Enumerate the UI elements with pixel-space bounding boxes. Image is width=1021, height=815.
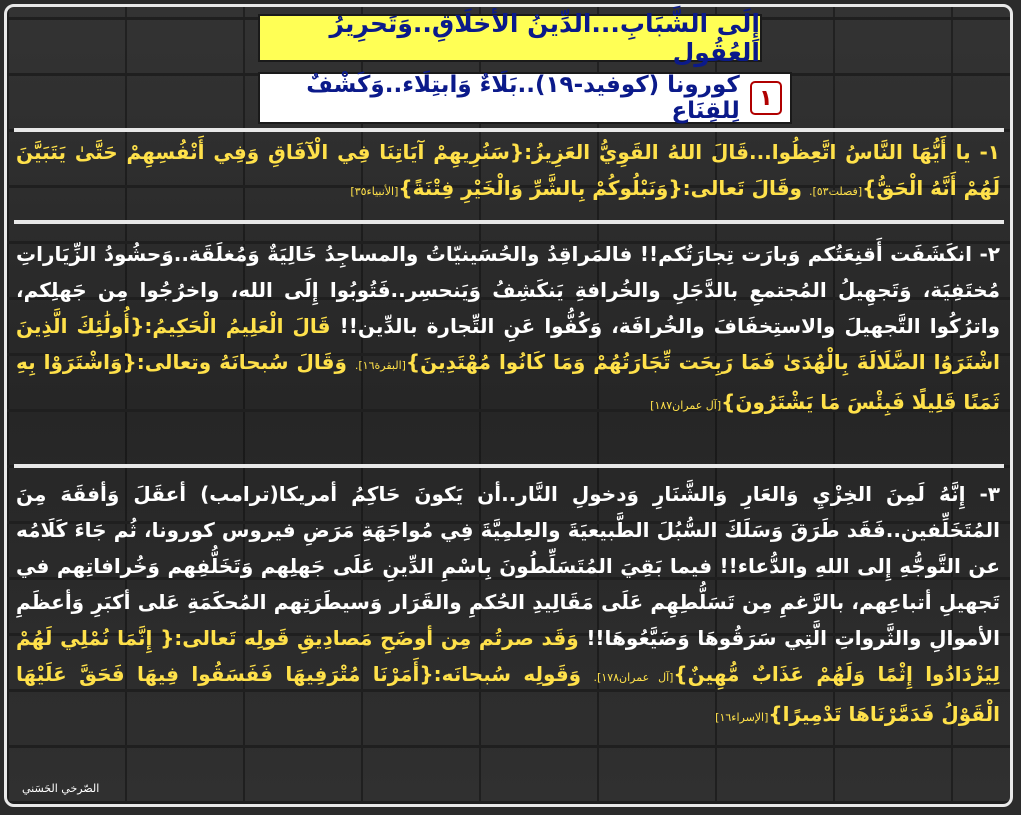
- p1-ref-1: [فصلت٥٣].: [808, 185, 863, 198]
- divider: [14, 220, 1004, 224]
- subtitle-box: [258, 72, 792, 124]
- p2-text: ٢- انكَشَفَت أَقنِعَتُكم وَبارَت تِجارَتُكم!! فالمَراقِدُ والحُسَينيّاتُ والمساجِدُ خَالِيَةٌ وَمُغلَقَة..وَحشُودُ الزِّيَاراتِ مُختَفِيَة، وَتَجهِيلُ المُجتمعِ بالدَّجَلِ والخُرافةِ يَنكَشِفُ وَيَنحسِر..فَتُوبُوا إِلَى الله، واخرُجُوا مِن جَهلِكم، واترُكُوا التَّجهيلَ والاستِخفَافَ والخُرافَة، وَكُفُّوا عَنِ التِّجارة بالدِّين!!: [16, 242, 1000, 338]
- p3-text: ٣- إِنَّهُ لَمِنَ الخِزْيِ وَالعَارِ وَالشَّنَارِ وَدخولِ النَّار..أن يَكونَ حَاكِمُ أمريكا(ترامب) أعقَلَ وَأفقَهَ مِنَ المُتَخَلِّفين..فَقَد طَرَقَ وَسَلَكَ السُّبُلَ الطَّبيعيَةَ والعِلمِيَّةَ فِي مُواجَهَةِ مَرَضِ فيروس كورونا، ثُم جَاءَ كَلَامُه عن التَّوجُّهِ إِلى اللهِ والدُّعاء!! فيما بَقِيَ المُتَسَلِّطُونَ بِاسْمِ الدِّينِ عَلَى جَهلِهم وَتَخَلُّفِهم وَخُرافاتِهم في تَجهيلِ أتباعِهم، بالرَّغمِ مِن تَسَلُّطِهِم عَلَى مَقَالِيدِ الحُكمِ والقَرَار وَسيطَرَتِهم المُحكَمَةِ عَلى أكبَرِ وَأعظَمِ الأموالِ والثَّرواتِ الَّتِي سَرَقُوهَا وَضَيَّعُوهَا!!: [16, 482, 1000, 650]
- paragraph-1: [16, 134, 1000, 210]
- subtitle-text: كورونا (كوفيد-١٩)..بَلَاءٌ وَابتِلَاء..وَكَشْفٌ لِلقِنَاع: [306, 72, 740, 124]
- paragraph-2: [16, 236, 1000, 424]
- p2-quote-1: قَالَ الْعَلِيمُ الْحَكِيمُ:{أُولَٰئِكَ الَّذِينَ اشْتَرَوُا الضَّلَالَةَ بِالْهُدَىٰ فَمَا رَبِحَت تِّجَارَتُهُمْ وَمَا كَانُوا مُهْتَدِينَ}: [16, 314, 1000, 374]
- p1-quote-2: وقَالَ تَعالى:{وَنَبْلُوكُمْ بِالشَّرِّ وَالْخَيْرِ فِتْنَةً}: [398, 176, 809, 200]
- signature: الصّرخي الحَسَني: [22, 782, 100, 795]
- divider: [14, 464, 1004, 468]
- p3-ref-2: [الإسراء١٦]: [715, 711, 769, 724]
- p2-ref-1: [البقرة١٦].: [354, 359, 406, 372]
- page-title: [258, 9, 762, 67]
- page-title-text: إِلَى الشَّبَابِ...الدِّينُ الأخلَاقِ..وَتَحرِيرُ العُقُول: [329, 9, 760, 67]
- p3-quote-2: وَقَولِه سُبحانَه:{أَمَرْنَا مُتْرَفِيهَا فَفَسَقُوا فِيهَا فَحَقَّ عَلَيْهَا الْقَوْلُ فَدَمَّرْنَاهَا تَدْمِيرًا}: [16, 662, 1000, 726]
- p3-ref-1: [آل عمران١٧٨].: [593, 671, 674, 684]
- number-badge: ١: [750, 81, 782, 115]
- p2-ref-2: [آل عمران١٨٧]: [650, 399, 722, 412]
- p2-quote-2: وَقَالَ سُبحانَهُ وتعالى:{وَاشْتَرَوْا بِهِ ثَمَنًا قَلِيلًا فَبِئْسَ مَا يَشْتَرُونَ}: [16, 350, 1000, 414]
- divider: [14, 128, 1004, 132]
- p3-quote-1: وَقَد صرتُم مِن أوضَحِ مَصادِيقِ قَولِه تَعالى:{ إِنَّمَا نُمْلِي لَهُمْ لِيَزْدَادُوا إِثْمًا وَلَهُمْ عَذَابٌ مُّهِينٌ}: [16, 626, 1000, 686]
- p1-quote: ١- يا أَيُّهَا النَّاسُ اتَّعِظُوا...قَالَ اللهُ القَوِيُّ العَزِيزُ:{سَنُرِيهِمْ آيَاتِنَا فِي الْآفَاقِ وَفِي أَنْفُسِهِمْ حَتَّىٰ يَتَبَيَّنَ لَهُمْ أَنَّهُ الْحَقُّ}: [16, 140, 1000, 200]
- p1-ref-2: [الأنبياء٣٥]: [350, 185, 399, 198]
- paragraph-3: [16, 476, 1000, 736]
